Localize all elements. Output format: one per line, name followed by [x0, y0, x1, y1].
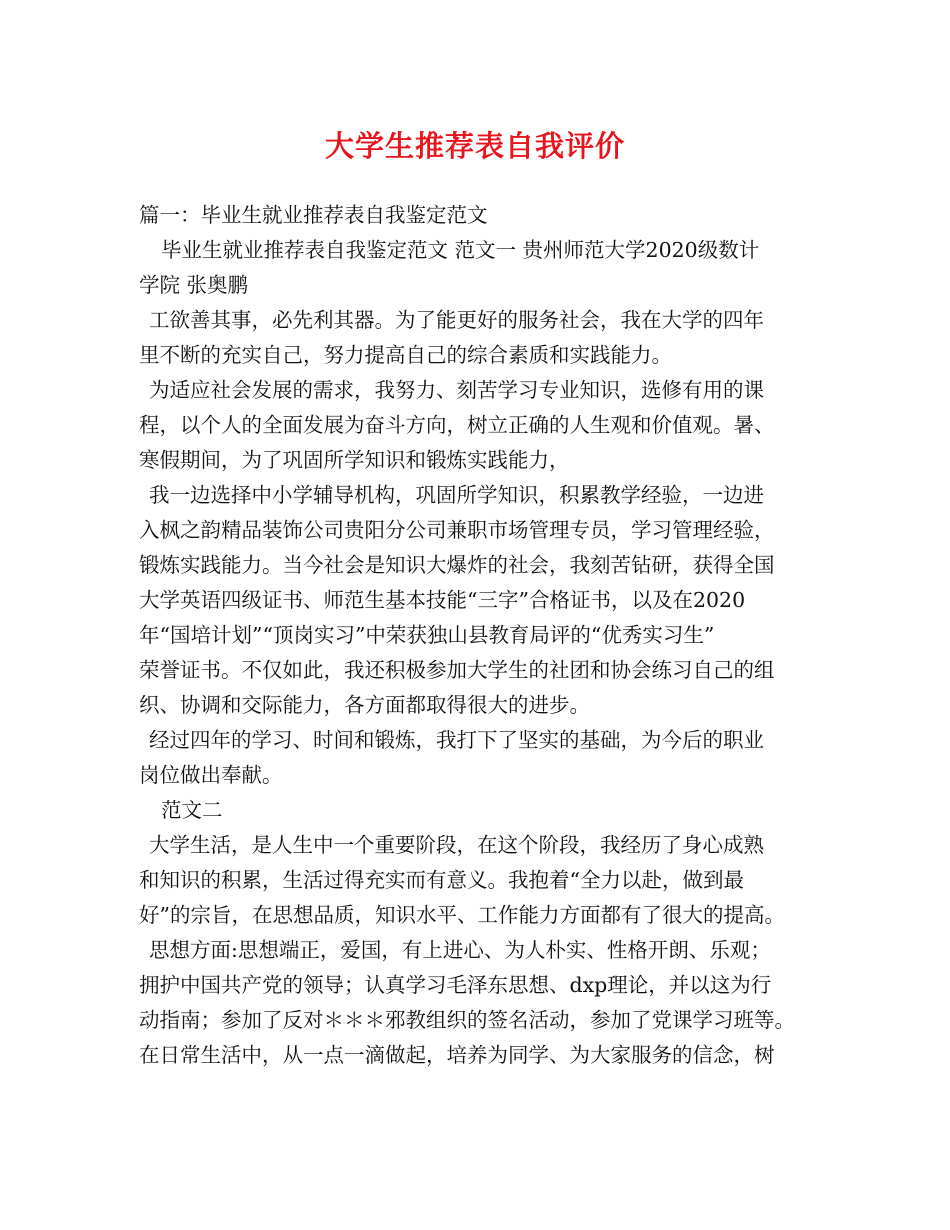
text-line: 锻炼实践能力。当今社会是知识大爆炸的社会，我刻苦钻研，获得全国	[139, 553, 775, 577]
text-line: 入枫之韵精品装饰公司贵阳分公司兼职市场管理专员，学习管理经验，	[139, 518, 775, 542]
text-line: 织、协调和交际能力，各方面都取得很大的进步。	[139, 693, 590, 717]
text-line: 岗位做出奉献。	[139, 763, 283, 787]
text-line: 毕业生就业推荐表自我鉴定范文 范文一 贵州师范大学2020级数计	[161, 238, 760, 262]
text-line: 和知识的积累，生活过得充实而有意义。我抱着“全力以赴，做到最	[139, 868, 744, 892]
text-line: 荣誉证书。不仅如此，我还积极参加大学生的社团和协会练习自己的组	[139, 658, 775, 682]
text-line: 动指南；参加了反对＊＊＊邪教组织的签名活动，参加了党课学习班等。	[139, 1008, 795, 1032]
text-line: 学院 张奥鹏	[139, 273, 249, 297]
text-line: 好”的宗旨，在思想品质，知识水平、工作能力方面都有了很大的提高。	[139, 903, 785, 927]
text-line: 工欲善其事，必先利其器。为了能更好的服务社会，我在大学的四年	[149, 308, 764, 332]
text-line: 寒假期间，为了巩固所学知识和锻炼实践能力，	[139, 448, 570, 472]
document-title: 大学生推荐表自我评价	[324, 129, 625, 163]
text-line: 在日常生活中，从一点一滴做起，培养为同学、为大家服务的信念，树	[139, 1043, 775, 1067]
text-line: 大学英语四级证书、师范生基本技能“三字”合格证书，以及在2020	[139, 588, 746, 612]
text-line: 篇一：毕业生就业推荐表自我鉴定范文	[139, 203, 488, 227]
text-line: 拥护中国共产党的领导；认真学习毛泽东思想、dxp理论，并以这为行	[139, 973, 772, 997]
text-line: 年“国培计划”“顶岗实习”中荣获独山县教育局评的“优秀实习生”	[139, 623, 715, 647]
document-body	[139, 198, 829, 1073]
text-line: 思想方面:思想端正，爱国，有上进心、为人朴实、性格开朗、乐观；	[149, 938, 771, 962]
text-line: 大学生活，是人生中一个重要阶段，在这个阶段，我经历了身心成熟	[149, 833, 764, 857]
text-line: 程，以个人的全面发展为奋斗方向，树立正确的人生观和价值观。暑、	[139, 413, 775, 437]
text-line: 里不断的充实自己，努力提高自己的综合素质和实践能力。	[139, 343, 672, 367]
text-line: 我一边选择中小学辅导机构，巩固所学知识，积累教学经验，一边进	[149, 483, 764, 507]
text-line: 为适应社会发展的需求，我努力、刻苦学习专业知识，选修有用的课	[149, 378, 764, 402]
text-line: 经过四年的学习、时间和锻炼，我打下了坚实的基础，为今后的职业	[149, 728, 764, 752]
text-line: 范文二	[161, 798, 223, 822]
